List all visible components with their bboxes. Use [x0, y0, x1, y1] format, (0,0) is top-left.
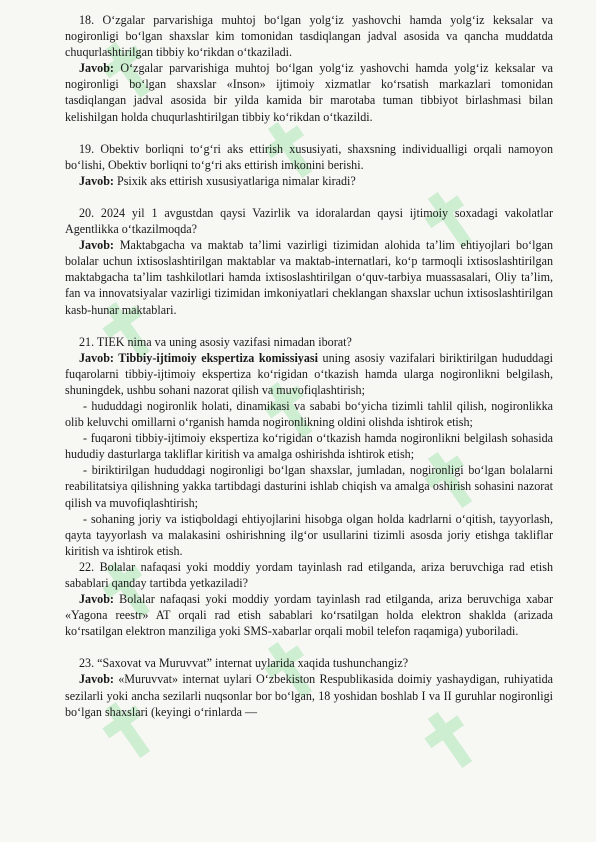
answer-label: Javob:	[79, 672, 114, 687]
answer-19	[65, 173, 553, 189]
question-23: 23. “Saxovat va Muruvvat” internat uylarida xaqida tushunchangiz?	[79, 656, 409, 671]
answer-text: Psixik aks ettirish xususiyatlariga nimalar kiradi?	[113, 173, 356, 188]
question-19: 19. Obektiv borliqni to‘g‘ri aks ettirish xususiyati, shaxsning individualligi orqali namoyon bo‘lishi, Obektiv borliqni to‘g‘ri aks ettirish imkonini berishi.	[65, 141, 553, 172]
list-item: - sohaning joriy va istiqboldagi ehtiyojlarini hisobga olgan holda kadrlarni o‘qitish, tayyorlash, qayta tayyorlash va malakasini oshirishning ilg‘or usullarini tizimli asosda joriy etishga takliflar kiritish va ishtirok etish.	[65, 511, 553, 558]
question-20: 20. 2024 yil 1 avgustdan qaysi Vazirlik va idoralardan qaysi ijtimoiy soxadagi vakolatlar Agentlikka o‘tkazilmoqda?	[65, 205, 553, 237]
question-22: 22. Bolalar nafaqasi yoki moddiy yordam tayinlash rad etilganda, ariza beruvchiga rad etish sabablari qanday tartibda yetkaziladi?	[65, 559, 553, 590]
answer-20	[65, 237, 553, 317]
answer-label: Javob: Tibbiy-ijtimoiy ekspertiza komissiyasi	[79, 350, 318, 365]
answer-text: Bolalar nafaqasi yoki moddiy yordam tayinlash rad etilganda, ariza beruvchiga xabar «Yagona reestr» AT orqali rad etish sabablari ko‘rsatilgan holda elektron shaklda (arizada ko‘rsatilgan elektron manziliga yoki SMS-xabarlar orqali mobil telefon raqamiga) yuboriladi.	[65, 592, 553, 639]
answer-21	[65, 350, 553, 398]
answer-label: Javob:	[79, 61, 114, 76]
list-item: - fuqaroni tibbiy-ijtimoiy ekspertiza ko‘rigidan o‘tkazish hamda nogironlikni belgilash sohasida hududiy dasturlarga takliflar kiritish va amalga oshirishda ishtirok etish;	[65, 431, 553, 462]
answer-text: «Muruvvat» internat uylari O‘zbekiston Respublikasida doimiy yashaydigan, ruhiyatida sezilarli yoki ancha sezilarli nuqsonlar bor bo‘lgan, 18 yoshidan boshlab I va II guruhlar nogironligi bo‘lgan shaxslari (keyingi o‘rinlarda —	[65, 672, 553, 719]
answer-18	[65, 60, 553, 124]
answer-text: O‘zgalar parvarishiga muhtoj bo‘lgan yolg‘iz yashovchi hamda yolg‘iz keksalar va nogironligi bo‘lgan shaxslar «Inson» ijtimoiy xizmatlar ko‘rsatish markazlari tomonidan tasdiqlangan jadval asosida bir yilda kamida bir marotaba tuman tibbiyot birlashmasi bilan kelishilgan holda chuqurlashtirilgan tibbiy ko‘rikdan o‘tkazildi.	[65, 61, 553, 124]
answer-label: Javob:	[79, 238, 114, 253]
question-21: 21. TIEK nima va uning asosiy vazifasi nimadan iborat?	[79, 334, 352, 349]
document-page	[65, 12, 553, 720]
answer-text: uning asosiy vazifalari biriktirilgan hududdagi fuqarolarni tibbiy-ijtimoiy ekspertiza ko‘rigidan o‘tkazish hamda ularga nogironlikni belgilash, shuningdek, ushbu sohani nazorat qilish va muvofiqlashtirish;	[65, 350, 553, 397]
list-item: - biriktirilgan hududdagi nogironligi bo‘lgan shaxslar, jumladan, nogironligi bo‘lgan bolalarni reabilitatsiya qilishning yakka tartibdagi dasturini ishlab chiqish va amalga oshirish sohasini nazorat qilish va muvofiqlashtirish;	[65, 463, 553, 510]
answer-label: Javob:	[79, 173, 114, 188]
question-18: 18. O‘zgalar parvarishiga muhtoj bo‘lgan yolg‘iz yashovchi hamda yolg‘iz keksalar va nogironligi bo‘lgan shaxslar kim tomonidan tasdiqlangan jadval asosida va qancha muddatda chuqurlashtirilgan tibbiy ko‘rikdan o‘tkaziladi.	[65, 13, 553, 60]
answer-23	[65, 671, 553, 719]
list-item: - hududdagi nogironlik holati, dinamikasi va sababi bo‘yicha tizimli tahlil qilish, nogironlikka olib keluvchi omillarni o‘rganish hamda nogironlikning oldini olishda ishtirok etish;	[65, 398, 553, 430]
answer-22	[65, 591, 553, 639]
answer-label: Javob:	[79, 592, 114, 607]
answer-text: Maktabgacha va maktab ta’limi vazirligi tizimidan alohida ta’lim ehtiyojlari bo‘lgan bolalar uchun ixtisoslashtirilgan maktablar va maktab-internatlari, ko‘p tarmoqli ixtisoslashtirilgan maktabgacha ta’lim tashkilotlari hamda ixtisoslashtirilgan o‘quv-tarbiya muassasalari, Oliy ta’lim, fan va innovatsiyalar vazirligi tizimidan imkoniyatlari cheklangan shaxslar uchun ixtisoslashtirilgan kasb-hunar maktablari.	[65, 238, 553, 317]
